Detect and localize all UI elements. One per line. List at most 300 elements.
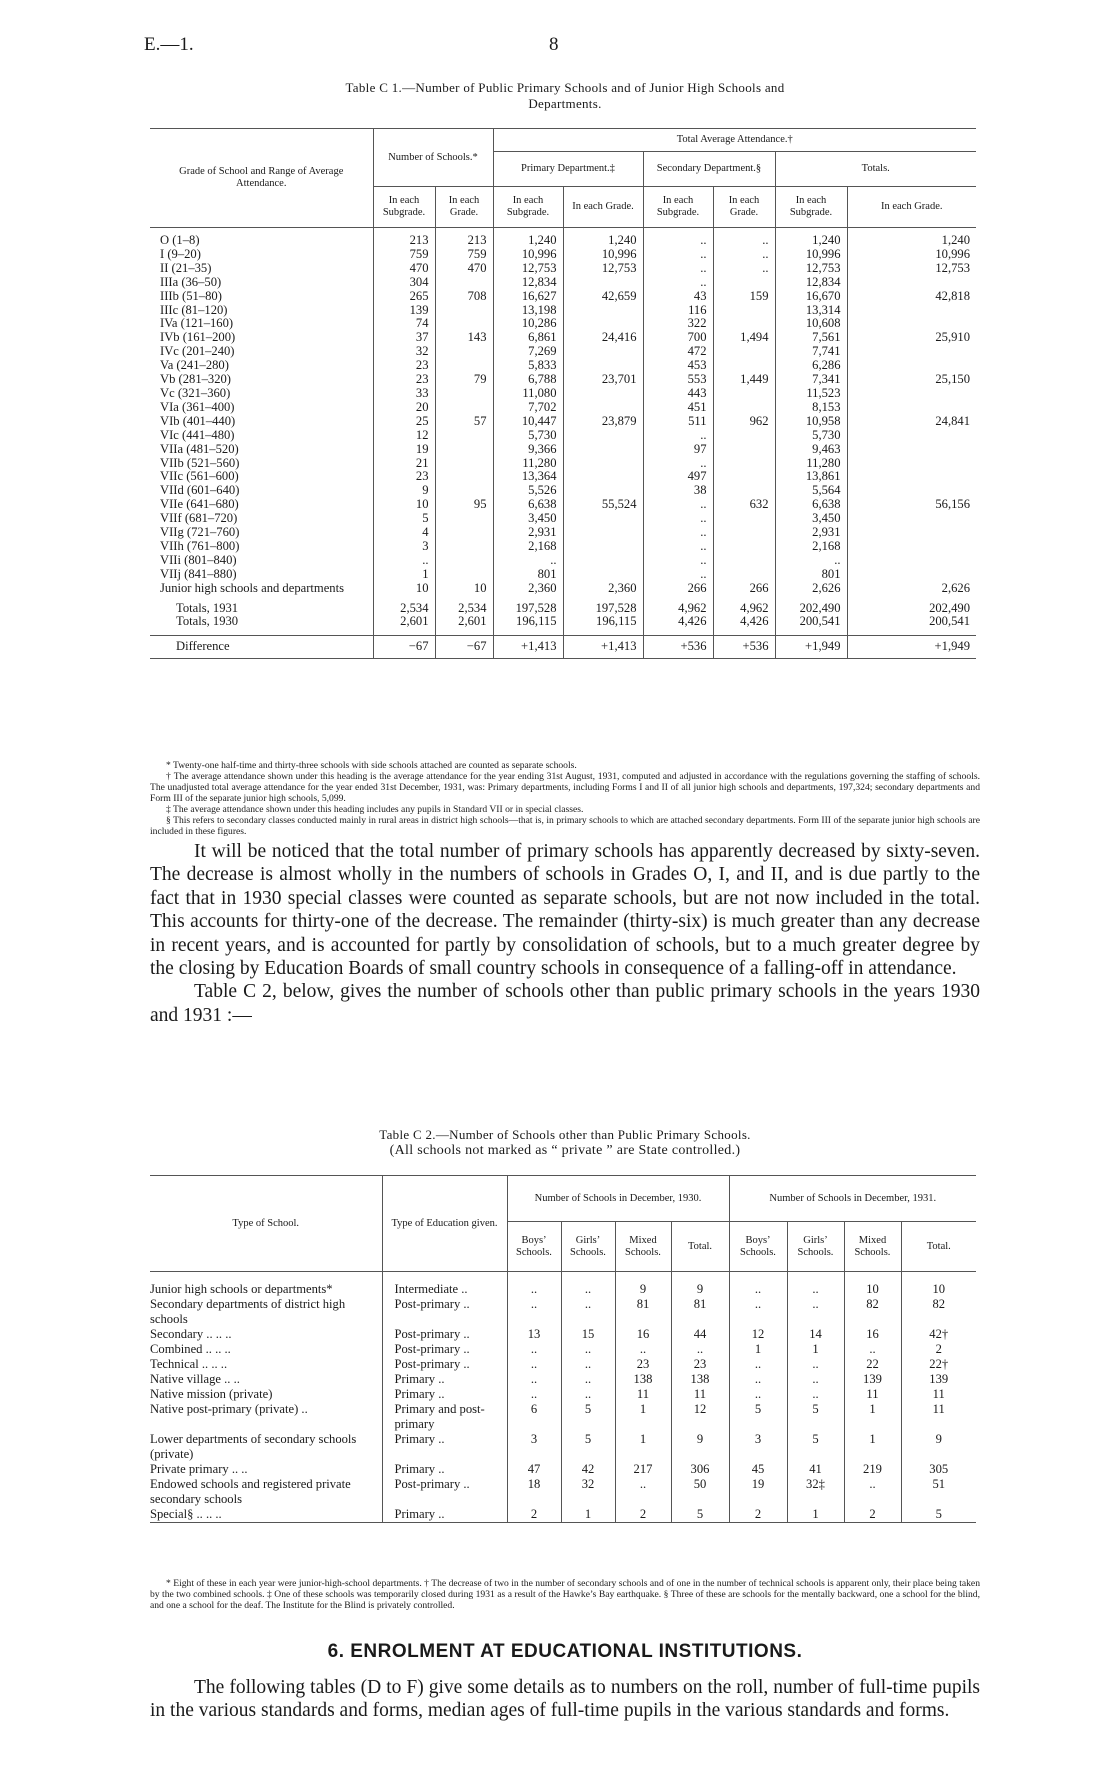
school-type-cell: Endowed schools and registered private secondary schools bbox=[150, 1477, 351, 1506]
value-cell: 304 bbox=[373, 276, 435, 290]
table-row bbox=[150, 526, 976, 540]
header-number-of-schools: Number of Schools.* bbox=[373, 129, 493, 187]
education-type-cell: Post-primary .. bbox=[382, 1327, 507, 1342]
header-type-of-school: Type of School. bbox=[150, 1176, 382, 1272]
value-cell: .. bbox=[507, 1272, 561, 1298]
value-cell: 4,426 bbox=[643, 615, 713, 635]
value-cell: 19 bbox=[373, 443, 435, 457]
value-cell: 143 bbox=[435, 331, 493, 345]
value-cell bbox=[435, 345, 493, 359]
header-boys-1931: Boys’ Schools. bbox=[729, 1222, 787, 1272]
value-cell bbox=[563, 401, 643, 415]
value-cell bbox=[713, 540, 775, 554]
value-cell: +1,413 bbox=[563, 636, 643, 659]
value-cell: 57 bbox=[435, 415, 493, 429]
school-type-cell: Native village .. .. bbox=[150, 1372, 240, 1386]
value-cell: 10,996 bbox=[493, 248, 563, 262]
value-cell bbox=[435, 554, 493, 568]
value-cell: 25,150 bbox=[847, 373, 976, 387]
footnote: * Eight of these in each year were junior-high-school departments. † The decrease of two in the number of secondary schools and of one in the number of technical schools is apparent only, their place being taken by the two combined schools. ‡ One of these schools was temporarily closed during 1931 as a result of the Hawke’s Bay earthquake. § Three of these are schools for the mentally backward, one a school for the blind, and one a school for the deaf. The Institute for the Blind is privately controlled. bbox=[150, 1578, 980, 1611]
value-cell: .. bbox=[671, 1342, 729, 1357]
value-cell: 11 bbox=[844, 1387, 901, 1402]
table-row bbox=[150, 470, 976, 484]
value-cell: .. bbox=[787, 1297, 844, 1327]
table-row bbox=[150, 1327, 976, 1342]
value-cell: 3,450 bbox=[493, 512, 563, 526]
school-type-cell: Secondary .. .. .. bbox=[150, 1327, 232, 1341]
page-number: 8 bbox=[549, 34, 559, 55]
education-type-cell: Intermediate .. bbox=[382, 1272, 507, 1298]
value-cell: 42,659 bbox=[563, 290, 643, 304]
value-cell: 32‡ bbox=[787, 1477, 844, 1507]
grade-cell: IIIa (36–50) bbox=[160, 274, 222, 289]
value-cell: .. bbox=[507, 1342, 561, 1357]
value-cell: 1 bbox=[615, 1432, 671, 1462]
value-cell: 305 bbox=[901, 1462, 976, 1477]
header-girls-1930: Girls’ Schools. bbox=[561, 1222, 615, 1272]
value-cell: .. bbox=[713, 228, 775, 248]
value-cell: 16,670 bbox=[775, 290, 847, 304]
value-cell: .. bbox=[493, 554, 563, 568]
value-cell: 23 bbox=[373, 470, 435, 484]
value-cell: 21 bbox=[373, 457, 435, 471]
value-cell: 4 bbox=[373, 526, 435, 540]
value-cell bbox=[713, 345, 775, 359]
value-cell: 470 bbox=[435, 262, 493, 276]
section-heading: 6. ENROLMENT AT EDUCATIONAL INSTITUTIONS. bbox=[327, 1641, 803, 1662]
value-cell: .. bbox=[643, 228, 713, 248]
table-row bbox=[150, 317, 976, 331]
value-cell: 3 bbox=[373, 540, 435, 554]
value-cell: 8,153 bbox=[775, 401, 847, 415]
value-cell: 13 bbox=[507, 1327, 561, 1342]
grade-cell: VIb (401–440) bbox=[160, 413, 236, 428]
value-cell: 202,490 bbox=[775, 596, 847, 616]
value-cell: 196,115 bbox=[493, 615, 563, 635]
value-cell: 25,910 bbox=[847, 331, 976, 345]
value-cell: 5 bbox=[901, 1507, 976, 1523]
value-cell: .. bbox=[713, 248, 775, 262]
value-cell: 79 bbox=[435, 373, 493, 387]
education-type-cell: Primary .. bbox=[382, 1462, 507, 1477]
value-cell: 322 bbox=[643, 317, 713, 331]
value-cell: 24,841 bbox=[847, 415, 976, 429]
value-cell bbox=[847, 470, 976, 484]
education-type-cell: Post-primary .. bbox=[382, 1477, 507, 1507]
value-cell: 2,360 bbox=[493, 582, 563, 596]
value-cell: 962 bbox=[713, 415, 775, 429]
value-cell: 1 bbox=[373, 568, 435, 582]
value-cell: 266 bbox=[713, 582, 775, 596]
value-cell: 22† bbox=[901, 1357, 976, 1372]
value-cell: 45 bbox=[729, 1462, 787, 1477]
value-cell bbox=[713, 443, 775, 457]
value-cell: 12,753 bbox=[847, 262, 976, 276]
value-cell: .. bbox=[787, 1357, 844, 1372]
header-grade: Grade of School and Range of Average Attendance. bbox=[150, 129, 373, 228]
value-cell: 196,115 bbox=[563, 615, 643, 635]
value-cell: 11,280 bbox=[493, 457, 563, 471]
value-cell: .. bbox=[643, 568, 713, 582]
value-cell: .. bbox=[787, 1372, 844, 1387]
value-cell bbox=[435, 401, 493, 415]
value-cell: 470 bbox=[373, 262, 435, 276]
value-cell: 1,449 bbox=[713, 373, 775, 387]
value-cell: 7,741 bbox=[775, 345, 847, 359]
grade-cell: VIIh (761–800) bbox=[160, 538, 240, 553]
value-cell bbox=[847, 276, 976, 290]
grade-cell: IIIb (51–80) bbox=[160, 288, 222, 303]
value-cell bbox=[435, 443, 493, 457]
value-cell: 139 bbox=[844, 1372, 901, 1387]
table-row bbox=[150, 498, 976, 512]
value-cell: 44 bbox=[671, 1327, 729, 1342]
footnote: * Twenty-one half-time and thirty-three schools with side schools attached are counted as separate schools. bbox=[166, 760, 577, 771]
header-girls-1931: Girls’ Schools. bbox=[787, 1222, 844, 1272]
value-cell: 7,702 bbox=[493, 401, 563, 415]
value-cell bbox=[713, 317, 775, 331]
value-cell: 1,240 bbox=[775, 228, 847, 248]
value-cell: 81 bbox=[671, 1297, 729, 1327]
value-cell: 16,627 bbox=[493, 290, 563, 304]
value-cell: 22 bbox=[844, 1357, 901, 1372]
value-cell: 2,601 bbox=[373, 615, 435, 635]
value-cell: 4,426 bbox=[713, 615, 775, 635]
header-total-1930: Total. bbox=[671, 1222, 729, 1272]
value-cell: 759 bbox=[435, 248, 493, 262]
value-cell bbox=[713, 484, 775, 498]
value-cell bbox=[435, 359, 493, 373]
value-cell bbox=[847, 554, 976, 568]
value-cell: 497 bbox=[643, 470, 713, 484]
header-primary-department: Primary Department.‡ bbox=[493, 152, 643, 187]
value-cell: 12,834 bbox=[775, 276, 847, 290]
value-cell: 11 bbox=[615, 1387, 671, 1402]
value-cell: 11,080 bbox=[493, 387, 563, 401]
value-cell bbox=[563, 443, 643, 457]
table-row bbox=[150, 1342, 976, 1357]
value-cell: 74 bbox=[373, 317, 435, 331]
table-row-totals bbox=[150, 596, 976, 616]
value-cell: 2 bbox=[901, 1342, 976, 1357]
table-row bbox=[150, 304, 976, 318]
value-cell: 213 bbox=[373, 228, 435, 248]
value-cell: 200,541 bbox=[847, 615, 976, 635]
value-cell bbox=[847, 443, 976, 457]
value-cell bbox=[713, 470, 775, 484]
grade-cell: IVc (201–240) bbox=[160, 344, 235, 359]
table-row bbox=[150, 1297, 976, 1327]
value-cell: 306 bbox=[671, 1462, 729, 1477]
value-cell: 6 bbox=[507, 1402, 561, 1432]
value-cell bbox=[713, 387, 775, 401]
value-cell: 200,541 bbox=[775, 615, 847, 635]
value-cell: 23,879 bbox=[563, 415, 643, 429]
value-cell: 1 bbox=[561, 1507, 615, 1523]
value-cell: 5,564 bbox=[775, 484, 847, 498]
value-cell: 56,156 bbox=[847, 498, 976, 512]
education-type-cell: Post-primary .. bbox=[382, 1342, 507, 1357]
education-type-cell: Primary .. bbox=[382, 1387, 507, 1402]
value-cell: .. bbox=[561, 1342, 615, 1357]
table-c1-caption-line2: Departments. bbox=[528, 96, 602, 111]
table-row bbox=[150, 1272, 976, 1298]
value-cell bbox=[563, 345, 643, 359]
value-cell: 10,608 bbox=[775, 317, 847, 331]
value-cell: 97 bbox=[643, 443, 713, 457]
value-cell: .. bbox=[643, 248, 713, 262]
value-cell bbox=[435, 484, 493, 498]
value-cell: 1,240 bbox=[493, 228, 563, 248]
value-cell bbox=[563, 387, 643, 401]
value-cell: .. bbox=[787, 1272, 844, 1298]
value-cell bbox=[435, 540, 493, 554]
value-cell: 632 bbox=[713, 498, 775, 512]
value-cell: 1 bbox=[787, 1342, 844, 1357]
table-row bbox=[150, 248, 976, 262]
value-cell bbox=[563, 276, 643, 290]
value-cell: 10,958 bbox=[775, 415, 847, 429]
grade-cell: VIc (441–480) bbox=[160, 427, 235, 442]
value-cell: .. bbox=[561, 1372, 615, 1387]
table-row bbox=[150, 1477, 976, 1507]
value-cell: .. bbox=[729, 1272, 787, 1298]
table-c1-body bbox=[150, 228, 976, 659]
value-cell: 219 bbox=[844, 1462, 901, 1477]
value-cell: 708 bbox=[435, 290, 493, 304]
value-cell: 11,280 bbox=[775, 457, 847, 471]
value-cell: 10,996 bbox=[563, 248, 643, 262]
value-cell: .. bbox=[844, 1477, 901, 1507]
document-code: E.—1. bbox=[144, 34, 194, 55]
value-cell: 451 bbox=[643, 401, 713, 415]
grade-cell: IVa (121–160) bbox=[160, 316, 234, 331]
grade-cell: Va (241–280) bbox=[160, 358, 229, 373]
value-cell: 10 bbox=[373, 498, 435, 512]
value-cell: 47 bbox=[507, 1462, 561, 1477]
value-cell: 9 bbox=[615, 1272, 671, 1298]
value-cell: 25 bbox=[373, 415, 435, 429]
value-cell bbox=[435, 526, 493, 540]
grade-cell: VIa (361–400) bbox=[160, 399, 235, 414]
value-cell bbox=[847, 484, 976, 498]
paragraph: It will be noticed that the total number of primary schools has apparently decreased by sixty-seven. The decrease is almost wholly in the numbers of schools in Grades O, I, and II, and is due partly to the fact that in 1930 special classes were counted as separate schools, but are not now included in the total. This accounts for thirty-one of the decrease. The remainder (thirty-six) is much greater than any decrease in recent years, and is accounted for partly by consolidation of schools, but to a much greater degree by the closing by Education Boards of small country schools in consequence of a falling-off in attendance. bbox=[150, 841, 980, 980]
value-cell: 5 bbox=[729, 1402, 787, 1432]
value-cell: .. bbox=[507, 1387, 561, 1402]
table-c1-caption bbox=[150, 80, 980, 112]
value-cell: 5,833 bbox=[493, 359, 563, 373]
value-cell: 217 bbox=[615, 1462, 671, 1477]
table-row bbox=[150, 373, 976, 387]
header-secondary-grade: In each Grade. bbox=[713, 187, 775, 228]
value-cell: +1,949 bbox=[847, 636, 976, 659]
value-cell: 265 bbox=[373, 290, 435, 304]
value-cell: 51 bbox=[901, 1477, 976, 1507]
table-c2-footnotes bbox=[150, 1578, 980, 1611]
grade-cell: II (21–35) bbox=[160, 260, 212, 275]
value-cell: 12 bbox=[729, 1327, 787, 1342]
value-cell: 6,861 bbox=[493, 331, 563, 345]
value-cell: 759 bbox=[373, 248, 435, 262]
value-cell: 9 bbox=[671, 1272, 729, 1298]
table-row bbox=[150, 415, 976, 429]
value-cell: 801 bbox=[493, 568, 563, 582]
paragraph: Table C 2, below, gives the number of schools other than public primary schools in the years 1930 and 1931 :— bbox=[150, 981, 980, 1026]
value-cell: 12,753 bbox=[493, 262, 563, 276]
table-row bbox=[150, 1462, 976, 1477]
value-cell: 4,962 bbox=[643, 596, 713, 616]
body-text-2 bbox=[150, 1676, 980, 1723]
value-cell bbox=[563, 554, 643, 568]
value-cell: 42,818 bbox=[847, 290, 976, 304]
table-row bbox=[150, 1432, 976, 1462]
value-cell: 12,753 bbox=[563, 262, 643, 276]
value-cell: .. bbox=[561, 1272, 615, 1298]
value-cell: 453 bbox=[643, 359, 713, 373]
header-type-of-education: Type of Education given. bbox=[382, 1176, 507, 1272]
value-cell: 11 bbox=[901, 1402, 976, 1432]
table-c1-caption-line1: Table C 1.—Number of Public Primary Schools and of Junior High Schools and bbox=[345, 80, 785, 95]
value-cell: 42 bbox=[561, 1462, 615, 1477]
value-cell: 138 bbox=[615, 1372, 671, 1387]
value-cell bbox=[435, 512, 493, 526]
value-cell: 13,198 bbox=[493, 304, 563, 318]
grade-cell: VIIe (641–680) bbox=[160, 497, 239, 512]
value-cell bbox=[435, 276, 493, 290]
value-cell bbox=[713, 359, 775, 373]
value-cell: 3 bbox=[507, 1432, 561, 1462]
value-cell: 9 bbox=[373, 484, 435, 498]
value-cell: 2 bbox=[844, 1507, 901, 1523]
value-cell: 1,240 bbox=[563, 228, 643, 248]
value-cell: 266 bbox=[643, 582, 713, 596]
value-cell bbox=[563, 484, 643, 498]
value-cell: 2 bbox=[507, 1507, 561, 1523]
value-cell: 42† bbox=[901, 1327, 976, 1342]
value-cell: .. bbox=[643, 429, 713, 443]
value-cell: .. bbox=[643, 526, 713, 540]
header-totals-subgrade: In each Subgrade. bbox=[775, 187, 847, 228]
grade-cell: VIIc (561–600) bbox=[160, 469, 239, 484]
header-schools-subgrade: In each Subgrade. bbox=[373, 187, 435, 228]
table-row bbox=[150, 345, 976, 359]
value-cell: .. bbox=[729, 1387, 787, 1402]
value-cell: 213 bbox=[435, 228, 493, 248]
value-cell bbox=[435, 568, 493, 582]
value-cell: 6,286 bbox=[775, 359, 847, 373]
value-cell: 19 bbox=[729, 1477, 787, 1507]
grade-cell: VIIg (721–760) bbox=[160, 525, 240, 540]
value-cell: 472 bbox=[643, 345, 713, 359]
value-cell: −67 bbox=[435, 636, 493, 659]
value-cell: .. bbox=[561, 1297, 615, 1327]
value-cell: 7,341 bbox=[775, 373, 847, 387]
header-totals: Totals. bbox=[775, 152, 976, 187]
school-type-cell: Secondary departments of district high schools bbox=[150, 1297, 346, 1326]
value-cell: 1 bbox=[787, 1507, 844, 1523]
value-cell bbox=[847, 526, 976, 540]
header-1931: Number of Schools in December, 1931. bbox=[729, 1176, 976, 1222]
header-schools-grade: In each Grade. bbox=[435, 187, 493, 228]
value-cell: 2,534 bbox=[435, 596, 493, 616]
table-row bbox=[150, 512, 976, 526]
value-cell: 1 bbox=[844, 1432, 901, 1462]
value-cell: 2 bbox=[729, 1507, 787, 1523]
education-type-cell: Post-primary .. bbox=[382, 1297, 507, 1327]
value-cell: 5 bbox=[373, 512, 435, 526]
value-cell: 2,534 bbox=[373, 596, 435, 616]
body-text-1 bbox=[150, 840, 980, 1027]
value-cell: 23 bbox=[373, 373, 435, 387]
value-cell: 10,286 bbox=[493, 317, 563, 331]
value-cell: 10 bbox=[435, 582, 493, 596]
school-type-cell: Native post-primary (private) .. bbox=[150, 1402, 308, 1416]
value-cell: 197,528 bbox=[563, 596, 643, 616]
value-cell: 5,526 bbox=[493, 484, 563, 498]
value-cell: 3 bbox=[729, 1432, 787, 1462]
value-cell: .. bbox=[561, 1357, 615, 1372]
value-cell: 2,931 bbox=[493, 526, 563, 540]
value-cell: 13,861 bbox=[775, 470, 847, 484]
grade-cell: VIIj (841–880) bbox=[160, 566, 237, 581]
header-mixed-1931: Mixed Schools. bbox=[844, 1222, 901, 1272]
value-cell: .. bbox=[643, 554, 713, 568]
value-cell: 139 bbox=[373, 304, 435, 318]
table-row-totals bbox=[150, 615, 976, 635]
value-cell: +1,413 bbox=[493, 636, 563, 659]
table-c2-body bbox=[150, 1272, 976, 1523]
value-cell: 2,360 bbox=[563, 582, 643, 596]
header-totals-grade: In each Grade. bbox=[847, 187, 976, 228]
value-cell bbox=[847, 345, 976, 359]
value-cell: .. bbox=[373, 554, 435, 568]
table-row bbox=[150, 1507, 976, 1523]
value-cell: 20 bbox=[373, 401, 435, 415]
value-cell: 700 bbox=[643, 331, 713, 345]
grade-cell: Vb (281–320) bbox=[160, 372, 232, 387]
value-cell: 138 bbox=[671, 1372, 729, 1387]
footnote: ‡ The average attendance shown under this heading includes any pupils in Standard VII or in special classes. bbox=[166, 804, 584, 815]
school-type-cell: Technical .. .. .. bbox=[150, 1357, 228, 1371]
table-row bbox=[150, 387, 976, 401]
value-cell: 33 bbox=[373, 387, 435, 401]
value-cell: 6,788 bbox=[493, 373, 563, 387]
value-cell: 7,269 bbox=[493, 345, 563, 359]
value-cell: .. bbox=[729, 1372, 787, 1387]
value-cell: 2,168 bbox=[775, 540, 847, 554]
education-type-cell: Post-primary .. bbox=[382, 1357, 507, 1372]
value-cell bbox=[563, 317, 643, 331]
grade-cell: IVb (161–200) bbox=[160, 330, 236, 345]
value-cell: 139 bbox=[901, 1372, 976, 1387]
table-c2-caption-line2: (All schools not marked as “ private ” are State controlled.) bbox=[389, 1143, 741, 1158]
value-cell bbox=[713, 457, 775, 471]
value-cell: 23 bbox=[671, 1357, 729, 1372]
value-cell: 23,701 bbox=[563, 373, 643, 387]
value-cell bbox=[713, 568, 775, 582]
value-cell: 82 bbox=[844, 1297, 901, 1327]
value-cell: .. bbox=[507, 1372, 561, 1387]
value-cell: .. bbox=[729, 1357, 787, 1372]
value-cell: 37 bbox=[373, 331, 435, 345]
value-cell bbox=[713, 512, 775, 526]
table-row bbox=[150, 429, 976, 443]
value-cell: 38 bbox=[643, 484, 713, 498]
table-row bbox=[150, 457, 976, 471]
value-cell: +536 bbox=[643, 636, 713, 659]
value-cell: 50 bbox=[671, 1477, 729, 1507]
value-cell: 5 bbox=[561, 1402, 615, 1432]
